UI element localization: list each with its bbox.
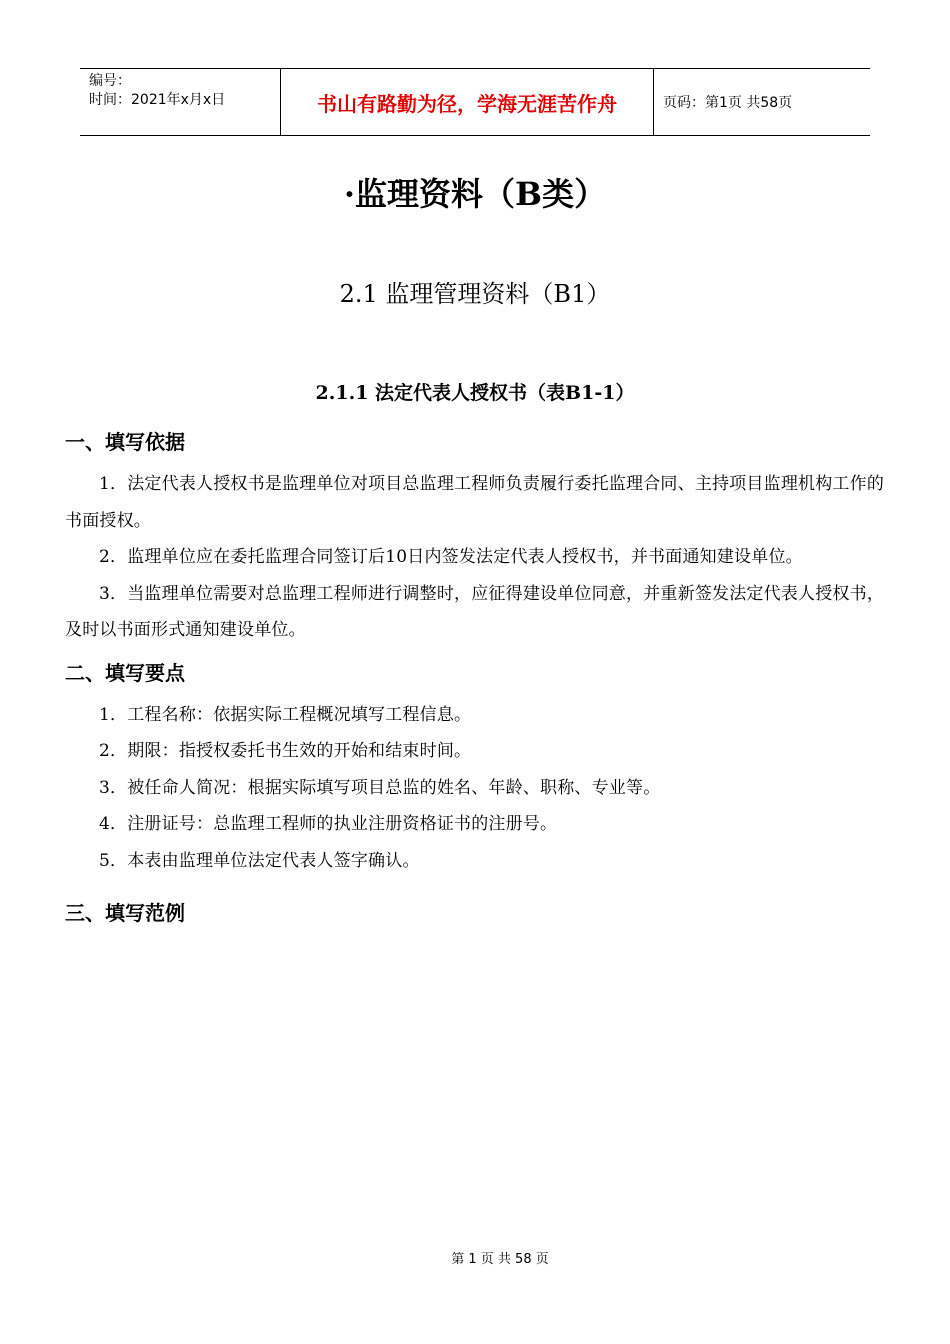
- header-motto: 书山有路勤为径，学海无涯苦作舟: [281, 69, 654, 135]
- header-page-info: 页码：第1页 共58页: [663, 95, 793, 111]
- section-heading-basis: 一、填写依据: [65, 430, 185, 454]
- paragraph: 4．注册证号：总监理工程师的执业注册资格证书的注册号。: [99, 814, 558, 834]
- document-subtitle: 2.1 监理管理资料（B1）: [339, 280, 611, 308]
- paragraph: 2．期限：指授权委托书生效的开始和结束时间。: [99, 741, 472, 761]
- page-footer: 第 1 页 共 58 页: [451, 1252, 549, 1267]
- paragraph: 3．被任命人简况：根据实际填写项目总监的姓名、年龄、职称、专业等。: [99, 777, 661, 798]
- document-body: [65, 424, 885, 931]
- paragraph: 3．当监理单位需要对总监理工程师进行调整时，应征得建设单位同意，并重新签发法定代表人授权书，及时以书面形式通知建设单位。: [65, 583, 885, 640]
- section-title: 2.1.1 法定代表人授权书（表B1-1）: [315, 382, 635, 404]
- section-heading-example: 三、填写范例: [65, 901, 185, 925]
- document-title: ·监理资料（B类）: [343, 175, 607, 213]
- paragraph: 2．监理单位应在委托监理合同签订后10日内签发法定代表人授权书，并书面通知建设单位。: [99, 547, 803, 567]
- paragraph: 5．本表由监理单位法定代表人签字确认。: [99, 850, 420, 871]
- section-heading-key-points: 二、填写要点: [65, 660, 185, 685]
- document-number-label: 编号：: [89, 73, 131, 89]
- header-meta-cell: [80, 69, 281, 135]
- paragraph: 1．法定代表人授权书是监理单位对项目总监理工程师负责履行委托监理合同、主持项目监理机构工作的书面授权。: [65, 474, 885, 531]
- paragraph: 1．工程名称：依据实际工程概况填写工程信息。: [99, 704, 472, 725]
- page-header-table: [80, 68, 870, 136]
- document-date-label: 时间：2021年x月x日: [89, 92, 226, 108]
